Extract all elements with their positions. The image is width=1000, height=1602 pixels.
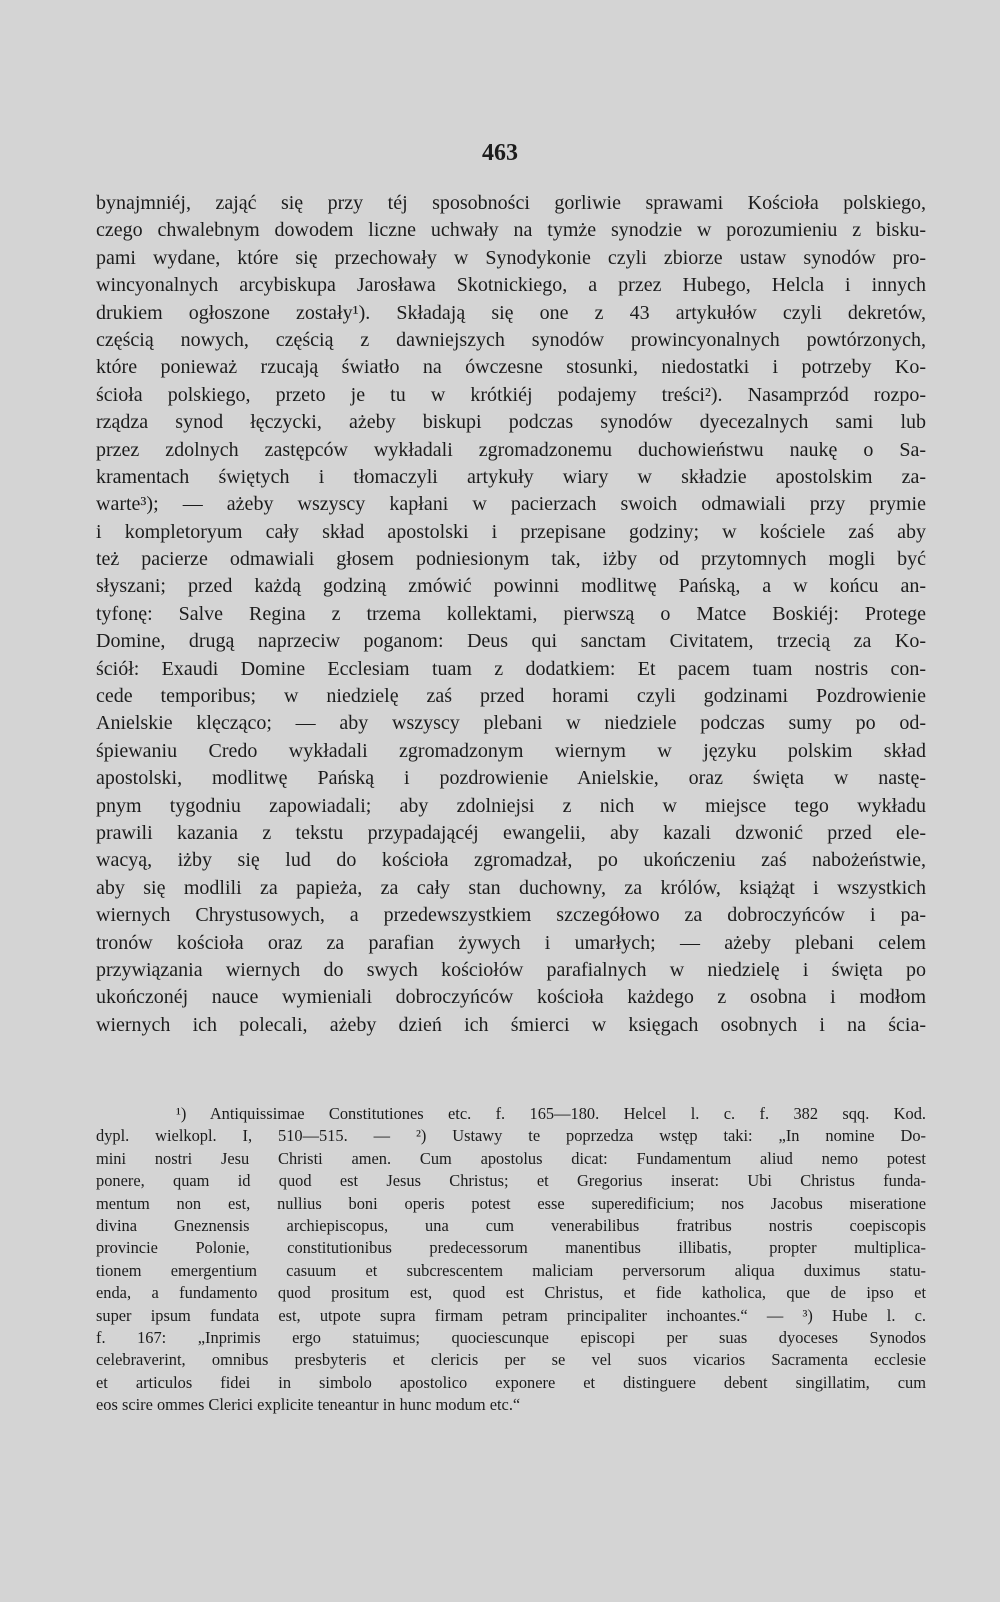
footnote-line: ¹) Antiquissimae Constitutiones etc. f. 165—180. Helcel l. c. f. 382 sqq. Kod.	[176, 1104, 926, 1123]
footnote-line: divina Gneznensis archiepiscopus, una cum venerabilibus fratribus nostris coepiscopis	[96, 1215, 926, 1235]
footnote-line: dypl. wielkopl. I, 510—515. — ²) Ustawy te poprzedza wstęp taki: „In nomine Do-	[96, 1126, 926, 1146]
body-line: kramentach świętych i tłomaczyli artykuły wiary w składzie apostolskim za-	[96, 465, 926, 488]
body-line: cede temporibus; w niedzielę zaś przed horami czyli godzinami Pozdrowienie	[96, 685, 926, 708]
footnote-line: provincie Polonie, constitutionibus predecessorum manentibus illibatis, propter multiplica-	[96, 1238, 926, 1258]
body-line: czego chwalebnym dowodem liczne uchwały na tymże synodzie w porozumieniu z bisku-	[96, 219, 926, 242]
footnote-line: ponere, quam id quod est Jesus Christus; et Gregorius inserat: Ubi Christus funda-	[96, 1171, 926, 1191]
footnote-line: tionem emergentium casuum et subcrescentem maliciam perversorum aliqua duximus statu-	[96, 1260, 926, 1280]
body-line: apostolski, modlitwę Pańską i pozdrowienie Anielskie, oraz święta w nastę-	[96, 767, 926, 790]
body-line: wiernych ich polecali, ażeby dzień ich śmierci w księgach osobnych i na ścia-	[96, 1013, 926, 1036]
footnote-line: mini nostri Jesu Christi amen. Cum apostolus dicat: Fundamentum aliud nemo potest	[96, 1148, 926, 1168]
footnote-line: et articulos fidei in simbolo apostolico exponere et distinguere debent singillatim, cum	[96, 1372, 926, 1392]
body-line: ukończonéj nauce wymieniali dobroczyńców kościoła każdego z osobna i modłom	[96, 986, 926, 1009]
body-line: które ponieważ rzucają światło na ówczesne stosunki, niedostatki i potrzeby Ko-	[96, 356, 926, 379]
footnote-line: f. 167: „Inprimis ergo statuimus; quociescunque episcopi per suas dyoceses Synodos	[96, 1327, 926, 1347]
body-line: pami wydane, które się przechowały w Synodykonie czyli zbiorze ustaw synodów pro-	[96, 246, 926, 269]
body-line: tyfonę: Salve Regina z trzema kollektami, pierwszą o Matce Boskiéj: Protege	[96, 602, 926, 625]
body-line: i kompletoryum cały skład apostolski i przepisane godziny; w kościele zaś aby	[96, 520, 926, 543]
body-line: aby się modlili za papieża, za cały stan duchowny, za królów, książąt i wszystkich	[96, 876, 926, 899]
body-line: wacyą, iżby się lud do kościoła zgromadzał, po ukończeniu zaś nabożeństwie,	[96, 849, 926, 872]
footnotes	[96, 1103, 926, 1416]
body-line: słyszani; przed każdą godziną zmówić powinni modlitwę Pańską, a w końcu an-	[96, 575, 926, 598]
body-line: warte³); — ażeby wszyscy kapłani w pacierzach swoich odmawiali przy prymie	[96, 493, 926, 516]
body-line: drukiem ogłoszone zostały¹). Składają się one z 43 artykułów czyli dekretów,	[96, 301, 926, 324]
body-line: prawili kazania z tekstu przypadającéj ewangelii, aby kazali dzwonić przed ele-	[96, 821, 926, 844]
body-line: bynajmniéj, zająć się przy téj sposobności gorliwie sprawami Kościoła polskiego,	[96, 192, 926, 214]
body-line: częścią nowych, częścią z dawniejszych synodów prowincyonalnych powtórzonych,	[96, 328, 926, 351]
body-line: pnym tygodniu zapowiadali; aby zdolniejsi z nich w miejsce tego wykładu	[96, 794, 926, 817]
page-number: 463	[482, 140, 518, 166]
body-line: wiernych Chrystusowych, a przedewszystkiem szczegółowo za dobroczyńców i pa-	[96, 904, 926, 927]
body-line: śpiewaniu Credo wykładali zgromadzonym wiernym w języku polskim skład	[96, 739, 926, 762]
footnote-line: enda, a fundamento quod prositum est, quod est Christus, et fide katholica, que de ipso et	[96, 1283, 926, 1303]
body-line: wincyonalnych arcybiskupa Jarosława Skotnickiego, a przez Hubego, Helcla i innych	[96, 274, 926, 297]
body-line: ścioła polskiego, przeto je tu w krótkiéj podajemy treści²). Nasamprzód rozpo-	[96, 383, 926, 406]
body-line: Anielskie klęcząco; — aby wszyscy plebani w niedziele podczas sumy po od-	[96, 712, 926, 735]
body-line: tronów kościoła oraz za parafian żywych i umarłych; — ażeby plebani celem	[96, 931, 926, 954]
footnote-line: eos scire ommes Clerici explicite teneantur in hunc modum etc.“	[96, 1395, 521, 1415]
body-line: przywiązania wiernych do swych kościołów parafialnych w niedzielę i święta po	[96, 958, 926, 981]
footnote-line: celebraverint, omnibus presbyteris et clericis per se vel suos vicarios Sacramenta ecclesie	[96, 1350, 926, 1370]
body-text	[96, 190, 926, 1039]
body-line: rządza synod łęczycki, ażeby biskupi podczas synodów dyecezalnych sami lub	[96, 411, 926, 434]
body-line: ściół: Exaudi Domine Ecclesiam tuam z dodatkiem: Et pacem tuam nostris con-	[96, 657, 926, 680]
body-line: Domine, drugą naprzeciw poganom: Deus qui sanctam Civitatem, trzecią za Ko-	[96, 630, 926, 653]
body-line: też pacierze odmawiali głosem podniesionym tak, iżby od przytomnych mogli być	[96, 548, 926, 571]
footnote-line: mentum non est, nullius boni operis potest esse superedificium; nos Jacobus miseratione	[96, 1193, 926, 1213]
body-line: przez zdolnych zastępców wykładali zgromadzonemu duchowieństwu naukę o Sa-	[96, 438, 926, 461]
footnote-line: super ipsum fundata est, utpote supra firmam petram principaliter inchoantes.“ — ³) Hube l. c.	[96, 1305, 926, 1325]
